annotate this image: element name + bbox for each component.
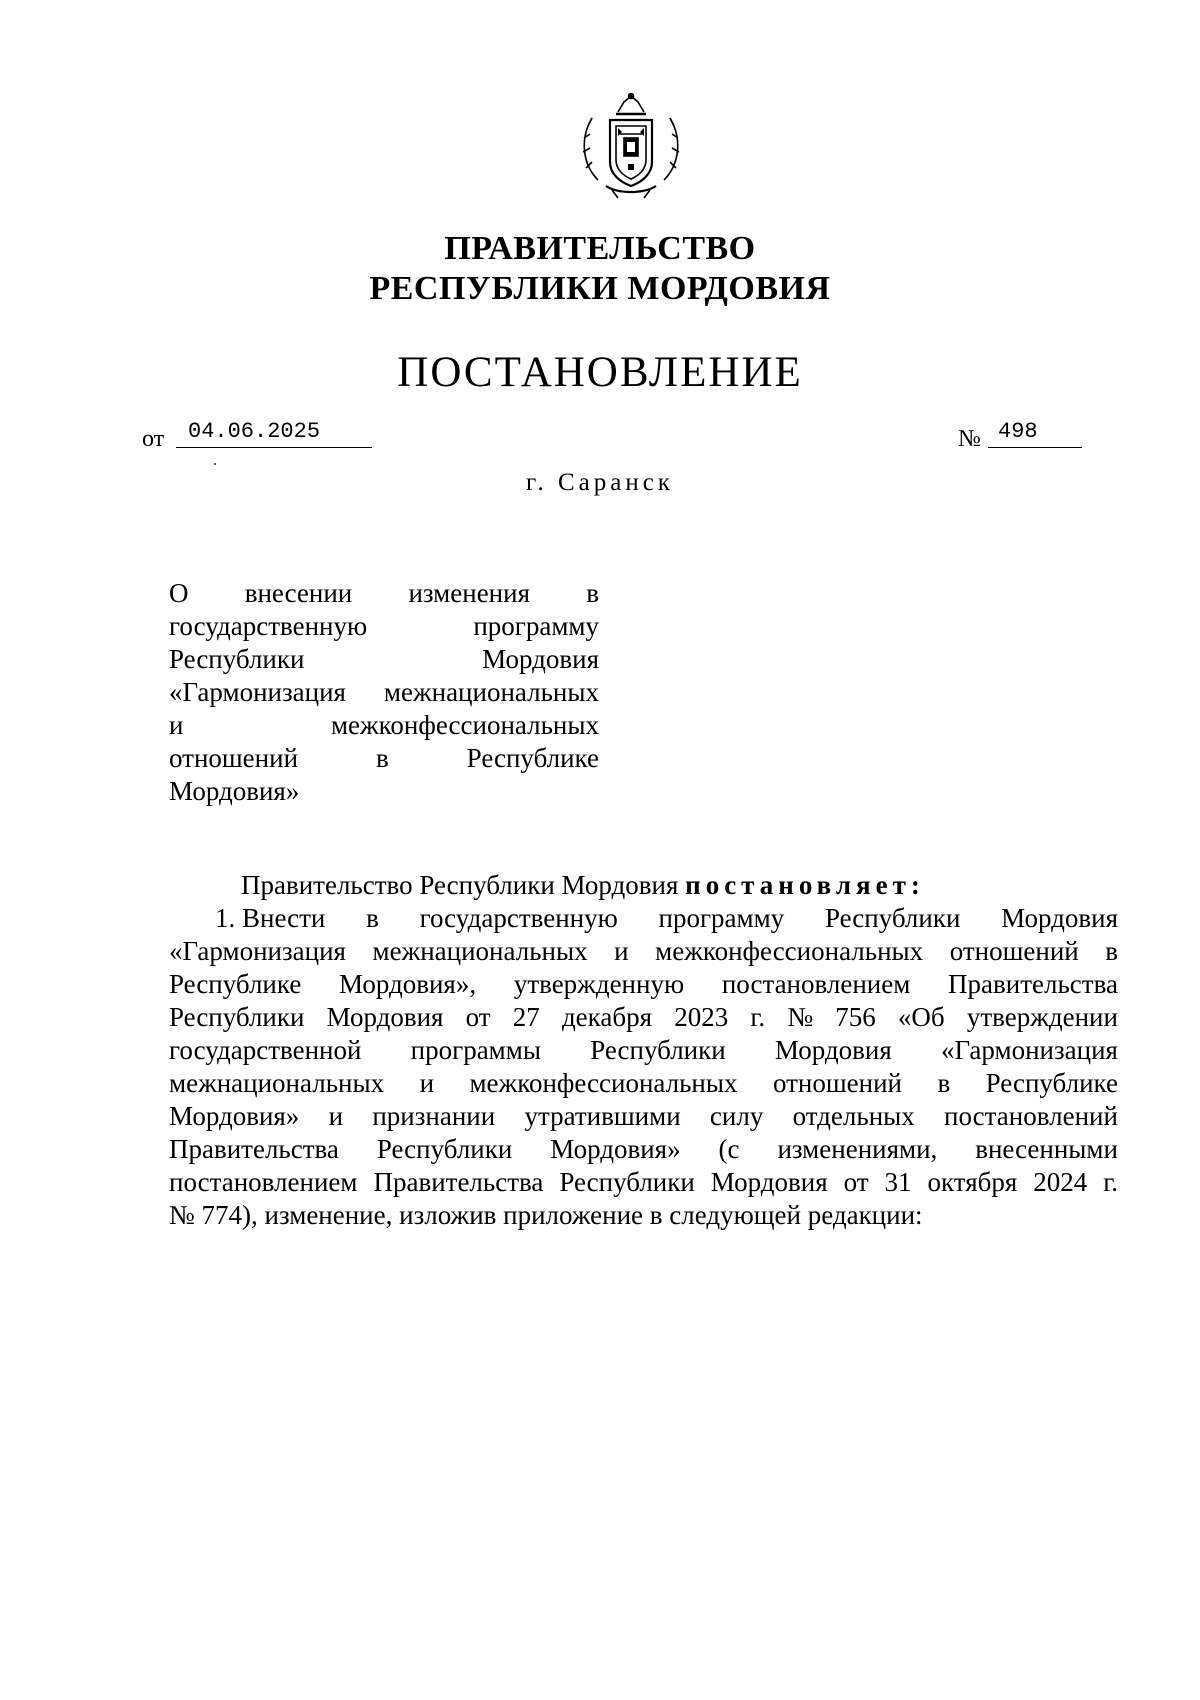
word: Мордовия» xyxy=(169,1101,300,1131)
word: программу xyxy=(658,903,785,933)
word: № xyxy=(787,1002,814,1032)
word: «Гармонизация xyxy=(169,677,346,707)
word: Правительства xyxy=(169,1134,339,1164)
document-type-title: ПОСТАНОВЛЕНИЕ xyxy=(397,349,803,396)
word: Мордовия xyxy=(1001,903,1118,933)
organization-title-line2: РЕСПУБЛИКИ МОРДОВИЯ xyxy=(369,270,831,307)
word: постановлений xyxy=(944,1101,1118,1131)
word: утверждении xyxy=(966,1002,1118,1032)
word: Мордовия xyxy=(326,1002,444,1032)
word: межконфессиональных xyxy=(330,710,599,740)
word: Мордовия xyxy=(710,1167,828,1197)
word: программу xyxy=(473,611,599,641)
intro-emphasis: постановляет: xyxy=(685,870,925,900)
word: от xyxy=(843,1167,869,1197)
word: межнациональных xyxy=(383,677,599,707)
document-body xyxy=(169,869,1118,1232)
word: постановлением xyxy=(169,1167,358,1197)
text-line xyxy=(169,709,599,742)
word: Республики xyxy=(824,903,961,933)
word: внесении xyxy=(244,578,353,608)
text-line: Мордовия» xyxy=(169,776,300,806)
text-line xyxy=(169,676,599,709)
text-line: № 774), изменение, изложив приложение в следующей редакции: xyxy=(169,1200,923,1230)
word: Мордовия xyxy=(482,644,599,674)
word: Республики xyxy=(169,1002,305,1032)
word: и xyxy=(169,710,184,740)
text-line xyxy=(169,1001,1118,1034)
document-subject xyxy=(169,577,599,808)
word: в xyxy=(937,1068,951,1098)
word: 756 xyxy=(835,1002,876,1032)
word: Республики xyxy=(590,1035,726,1065)
word: внесенными xyxy=(975,1134,1118,1164)
word: утратившими xyxy=(524,1101,681,1131)
word: отношений xyxy=(949,936,1079,966)
word: г. xyxy=(1103,1167,1118,1197)
date-underline xyxy=(176,447,372,448)
intro-line xyxy=(169,869,1118,902)
word: в xyxy=(1105,936,1118,966)
word: 2024 xyxy=(1033,1167,1088,1197)
word: межконфессиональных xyxy=(469,1068,738,1098)
word: государственной xyxy=(169,1035,362,1065)
word: отношений xyxy=(772,1068,902,1098)
word: межнациональных xyxy=(372,936,588,966)
word: Республики xyxy=(376,1134,513,1164)
word: 2023 xyxy=(674,1002,729,1032)
word: «Об xyxy=(897,1002,945,1032)
word: утвержденную xyxy=(513,969,685,999)
word: силу xyxy=(709,1101,764,1131)
intro-prefix: Правительство Республики Мордовия xyxy=(241,870,686,900)
number-field xyxy=(958,418,1118,452)
word: декабря xyxy=(561,1002,653,1032)
text-line xyxy=(169,610,599,643)
word: октября xyxy=(927,1167,1018,1197)
text-line xyxy=(169,1034,1118,1067)
word: Республике xyxy=(169,969,302,999)
word: Правительства xyxy=(373,1167,544,1197)
word: Республике xyxy=(985,1068,1118,1098)
text-line xyxy=(169,968,1118,1001)
date-label: от xyxy=(142,426,165,452)
word: государственную xyxy=(419,903,618,933)
word: «Гармонизация xyxy=(169,936,346,966)
scan-artifact-dot xyxy=(214,463,216,465)
word: «Гармонизация xyxy=(941,1035,1118,1065)
organization-title-line1: ПРАВИТЕЛЬСТВО xyxy=(444,230,756,267)
word: межконфессиональных xyxy=(655,936,924,966)
word: 1. Внести xyxy=(215,903,326,933)
word: и xyxy=(614,936,629,966)
word: Республики xyxy=(169,644,305,674)
word: в xyxy=(375,743,389,773)
city-line: г. Саранск xyxy=(526,469,674,496)
word: изменениями, xyxy=(777,1134,938,1164)
word: Мордовия xyxy=(774,1035,892,1065)
word: Республики xyxy=(559,1167,695,1197)
date-value: 04.06.2025 xyxy=(188,419,321,444)
text-line xyxy=(169,742,599,775)
text-line xyxy=(169,1100,1118,1133)
word: отдельных xyxy=(792,1101,915,1131)
word: в xyxy=(586,578,599,608)
word: постановлением xyxy=(721,969,911,999)
text-line xyxy=(169,643,599,676)
word: программы xyxy=(410,1035,541,1065)
number-value: 498 xyxy=(998,419,1038,444)
word: Мордовия» xyxy=(550,1134,681,1164)
word: Правительства xyxy=(948,969,1118,999)
word: государственную xyxy=(169,611,368,641)
coat-of-arms-emblem-icon xyxy=(578,90,684,200)
text-line xyxy=(169,1133,1118,1166)
word: Мордовия», xyxy=(339,969,477,999)
word: и xyxy=(328,1101,344,1131)
text-line xyxy=(169,935,1118,968)
word: г. xyxy=(750,1002,766,1032)
word: в xyxy=(366,903,379,933)
text-line xyxy=(169,902,1118,935)
word: Республике xyxy=(466,743,599,773)
word: от xyxy=(465,1002,491,1032)
word: О xyxy=(169,578,189,608)
word: отношений xyxy=(169,743,299,773)
number-label: № xyxy=(958,426,981,452)
text-line xyxy=(169,1166,1118,1199)
word: изменения xyxy=(408,578,530,608)
word: 27 xyxy=(512,1002,540,1032)
text-line xyxy=(169,1067,1118,1100)
word: и xyxy=(419,1068,435,1098)
date-field xyxy=(142,418,382,452)
word: признании xyxy=(372,1101,496,1131)
word: 31 xyxy=(884,1167,912,1197)
text-line xyxy=(169,577,599,610)
word: (с xyxy=(718,1134,740,1164)
word: межнациональных xyxy=(169,1068,385,1098)
number-underline xyxy=(988,447,1082,448)
